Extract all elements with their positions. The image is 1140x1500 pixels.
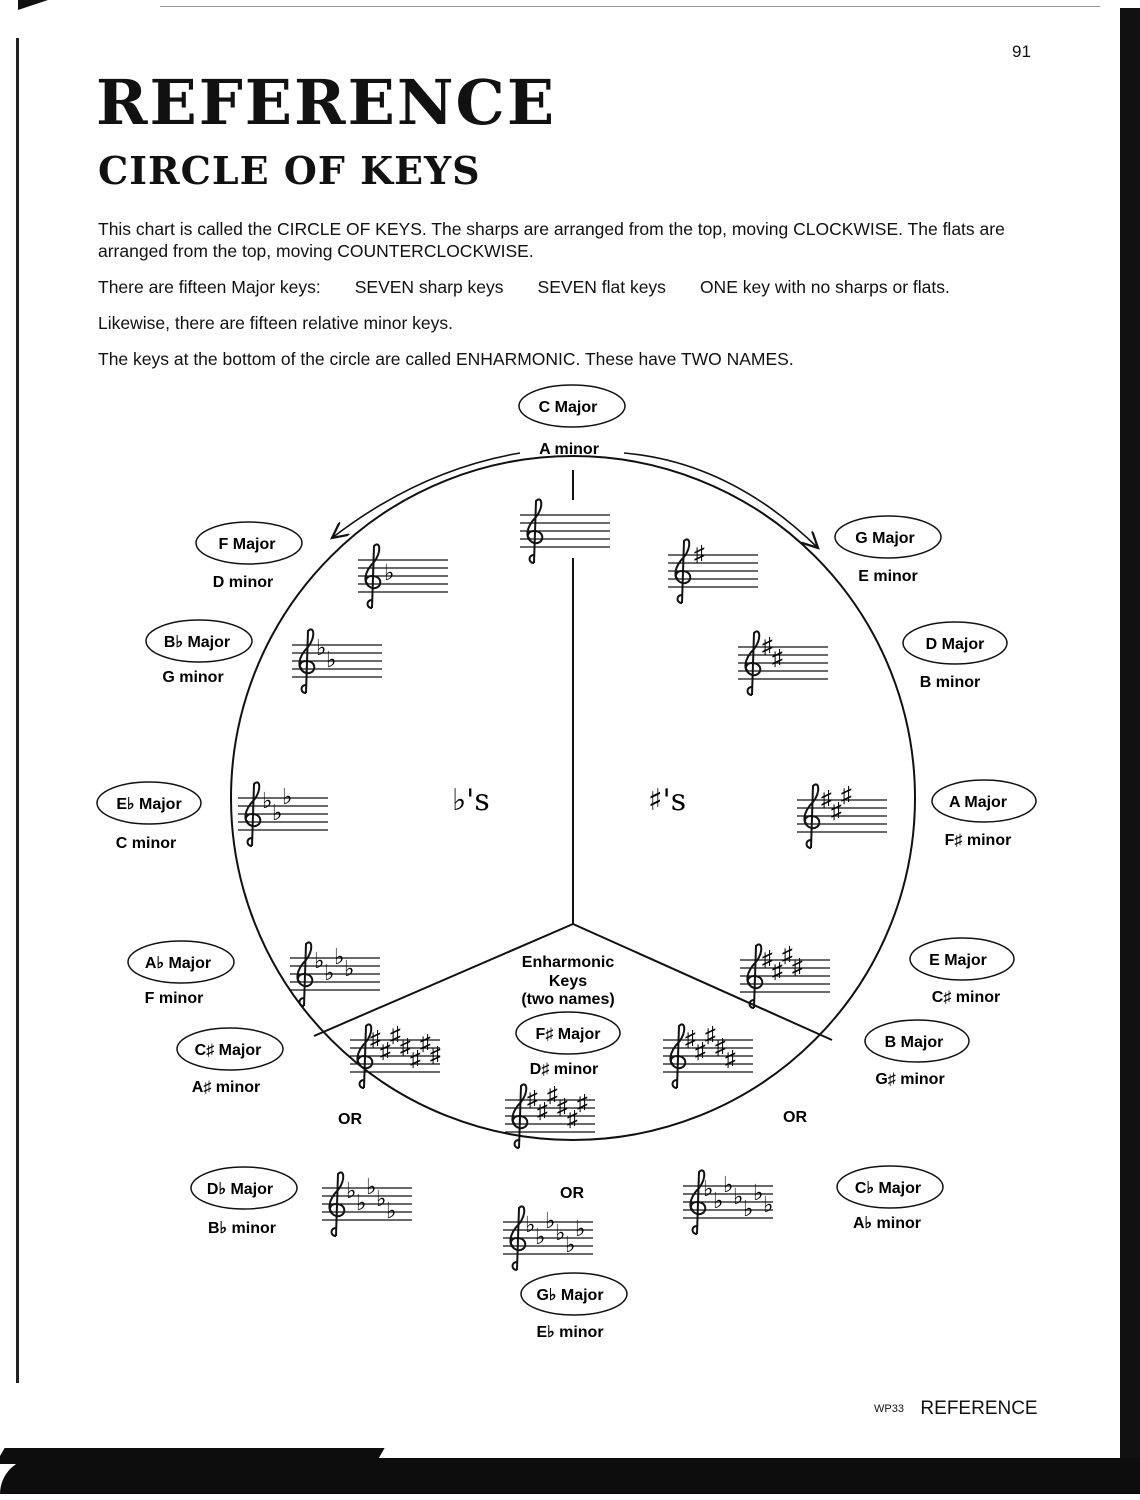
key-b-flat [146,620,252,686]
svg-text:♭: ♭ [376,1186,387,1211]
svg-text:♯: ♯ [715,1034,726,1059]
svg-text:♯: ♯ [772,958,783,983]
key-f-sharp-minor: D♯ minor [529,1061,599,1078]
svg-text:♭: ♭ [535,1224,546,1249]
key-signature-d-flat [322,1172,412,1236]
natural-key-count: ONE key with no sharps or flats. [699,277,950,297]
svg-text:♯: ♯ [370,1026,381,1051]
svg-text:♭: ♭ [334,944,345,969]
key-a-flat-major: A♭ Major [144,955,212,972]
key-f-major: F Major [218,536,276,553]
svg-text:♭: ♭ [282,784,293,809]
key-c-flat [837,1166,943,1232]
intro-paragraph-1: This chart is called the CIRCLE OF KEYS. The sharps are arranged from the top, moving CLOCKWISE. The flats are arranged from the top, moving COUNTERCLOCKWISE. [98,219,1005,261]
svg-text:♯: ♯ [821,786,832,811]
key-f [196,522,302,591]
svg-text:♯: ♯ [567,1106,578,1131]
svg-text:♯: ♯ [410,1046,421,1071]
key-f-sharp [516,1012,620,1078]
footer-label: REFERENCE [920,1398,1038,1419]
svg-text:♯: ♯ [705,1022,716,1047]
svg-text:♯: ♯ [400,1034,411,1059]
svg-text:♯: ♯ [547,1082,558,1107]
major-keys-label: There are fifteen Major keys: [98,277,321,297]
key-f-minor: D minor [212,574,274,591]
sharp-keys-count: SEVEN sharp keys [354,277,504,297]
svg-text:♯: ♯ [537,1098,548,1123]
key-c [519,385,625,458]
enharmonic-label-line3: (two names) [521,991,615,1008]
key-c-sharp-minor: A♯ minor [191,1079,261,1096]
svg-text:♯: ♯ [430,1042,441,1067]
key-e-flat-major: E♭ Major [116,796,182,813]
key-c-major: C Major [538,399,598,416]
svg-text:♭: ♭ [545,1208,556,1233]
footer-code: WP33 [874,1403,904,1415]
key-a-minor: F♯ minor [944,832,1012,849]
svg-text:♭: ♭ [575,1216,586,1241]
key-d-flat-minor: B♭ minor [208,1220,276,1237]
svg-text:♯: ♯ [762,946,773,971]
svg-text:♭: ♭ [314,948,325,973]
key-c-flat-minor: A♭ minor [853,1215,921,1232]
svg-text:♭: ♭ [344,956,355,981]
svg-text:♯: ♯ [841,782,852,807]
svg-text:♭: ♭ [555,1220,566,1245]
svg-text:♭: ♭ [324,960,335,985]
key-f-sharp-major: F♯ Major [535,1026,601,1043]
svg-text:♭: ♭ [366,1174,377,1199]
key-b-flat-minor: G minor [162,669,224,686]
svg-text:♭: ♭ [733,1184,744,1209]
svg-text:♯: ♯ [557,1094,568,1119]
svg-text:♯: ♯ [380,1038,391,1063]
svg-text:♯: ♯ [695,1038,706,1063]
key-b-flat-major: B♭ Major [163,634,231,651]
svg-text:♯: ♯ [725,1046,736,1071]
svg-text:♭: ♭ [386,1198,397,1223]
key-signature-g-flat [503,1206,593,1270]
svg-text:♯: ♯ [685,1026,696,1051]
key-a-major: A Major [948,794,1008,811]
or-label-left: OR [338,1111,362,1128]
enharmonic-label-line1: Enharmonic [521,954,615,971]
svg-text:♯: ♯ [782,942,793,967]
key-g-major: G Major [855,530,915,547]
key-g [835,516,941,585]
key-signature-a-flat [290,942,380,1006]
flat-keys-count: SEVEN flat keys [537,277,666,297]
enharmonic-label-line2: Keys [548,973,588,990]
svg-text:♭: ♭ [565,1232,576,1257]
page-title: REFERENCE [96,66,557,139]
svg-text:♭: ♭ [384,560,395,585]
key-d-major: D Major [925,636,985,653]
key-g-flat-major: G♭ Major [536,1287,604,1304]
key-g-flat [521,1273,627,1341]
svg-text:♭: ♭ [713,1188,724,1213]
svg-text:♭: ♭ [326,647,337,672]
key-e-flat [97,782,201,852]
flats-symbol: ♭'s [452,783,490,818]
svg-text:♭: ♭ [346,1178,357,1203]
key-c-minor: A minor [539,441,599,458]
page-footer [874,1398,1038,1420]
page-number: 91 [1012,42,1031,61]
key-signature-f-sharp [505,1082,595,1148]
key-signature-b [663,1022,753,1088]
or-label-bottom: OR [560,1185,584,1202]
key-signature-e [740,942,830,1008]
key-d [903,622,1007,691]
key-a-flat [128,941,234,1007]
svg-text:♭: ♭ [723,1172,734,1197]
key-signature-a [797,782,887,848]
key-e-minor: C♯ minor [931,989,1001,1006]
key-g-flat-minor: E♭ minor [536,1324,604,1341]
intro-paragraph-4: The keys at the bottom of the circle are called ENHARMONIC. These have TWO NAMES. [98,349,794,369]
key-c-sharp [177,1028,283,1096]
key-e-major: E Major [929,952,987,969]
key-signature-e-flat [238,782,328,846]
svg-text:♭: ♭ [316,635,327,660]
key-e [910,938,1014,1006]
key-d-flat [191,1167,297,1237]
key-b-major: B Major [884,1034,944,1051]
svg-text:♯: ♯ [390,1022,401,1047]
svg-text:♯: ♯ [792,954,803,979]
svg-text:♭: ♭ [763,1192,774,1217]
svg-text:♭: ♭ [262,788,273,813]
page-subtitle: CIRCLE OF KEYS [98,148,481,193]
or-label-right: OR [783,1109,807,1126]
svg-text:♭: ♭ [703,1176,714,1201]
svg-text:♭: ♭ [356,1190,367,1215]
intro-paragraph-3: Likewise, there are fifteen relative minor keys. [98,313,454,333]
svg-text:♭: ♭ [525,1212,536,1237]
svg-text:♭: ♭ [743,1196,754,1221]
svg-text:♯: ♯ [694,541,705,566]
svg-text:♯: ♯ [420,1030,431,1055]
svg-text:♭: ♭ [272,800,283,825]
key-signature-g [668,539,758,603]
key-b-minor: G♯ minor [875,1071,945,1088]
svg-text:♯: ♯ [772,645,783,670]
svg-text:♯: ♯ [762,633,773,658]
key-a-flat-minor: F minor [144,990,204,1007]
key-d-minor: B minor [919,674,981,691]
key-g-minor: E minor [858,568,918,585]
key-signature-c-sharp [350,1022,441,1088]
key-signature-f [358,544,448,608]
key-d-flat-major: D♭ Major [206,1181,274,1198]
key-signature-c [520,499,610,563]
key-signature-c-flat [683,1170,773,1234]
key-b [865,1020,969,1088]
sharps-symbol: ♯'s [648,783,687,818]
key-signature-d [738,631,828,695]
key-c-sharp-major: C♯ Major [194,1042,262,1059]
svg-text:♭: ♭ [753,1180,764,1205]
svg-text:♯: ♯ [831,798,842,823]
key-c-flat-major: C♭ Major [854,1180,922,1197]
key-signature-b-flat [292,629,382,693]
key-a [932,780,1036,849]
svg-text:♯: ♯ [577,1090,588,1115]
key-e-flat-minor: C minor [115,835,177,852]
svg-text:♯: ♯ [527,1086,538,1111]
